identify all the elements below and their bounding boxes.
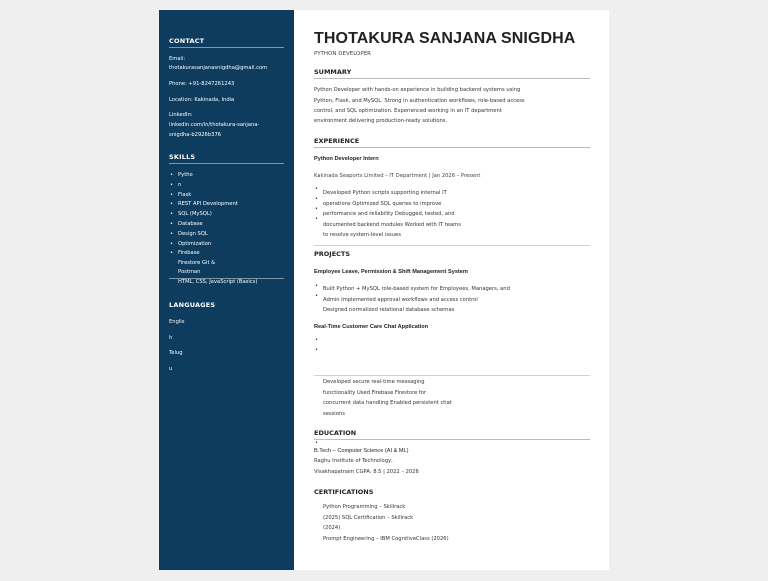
language-item: u (169, 366, 173, 372)
project-line: Developed secure real-time messaging (323, 379, 425, 385)
candidate-name: THOTAKURA SANJANA SNIGDHA (314, 30, 576, 47)
language-item: h (169, 335, 173, 341)
experience-heading: EXPERIENCE (314, 137, 590, 148)
certifications-heading: CERTIFICATIONS (314, 488, 374, 496)
education-heading: EDUCATION (314, 429, 590, 440)
summary-heading: SUMMARY (314, 68, 590, 79)
skill-item: • REST API Development (169, 200, 287, 210)
bullet-markers: • • (315, 337, 318, 353)
candidate-role: PYTHON DEVELOPER (314, 51, 372, 57)
project-line: Designed normalized relational database schemas (323, 307, 455, 313)
project-title: Real-Time Customer Care Chat Application (314, 324, 429, 330)
bullet-marker: • (315, 440, 318, 446)
divider (314, 245, 590, 246)
project-line: sessions (323, 411, 345, 417)
skill-item: • Firebase (169, 249, 287, 259)
summary-line: Python, Flask, and MySQL. Strong in authentication workflows, role-based access (314, 98, 525, 104)
skill-item: • n (169, 181, 287, 191)
job-line: documented backend modules Worked with IT teams (323, 222, 461, 228)
skill-item-cont: Firestore Git & (178, 260, 216, 266)
skill-item-cont: Postman (178, 269, 201, 275)
project-line: Built Python + MySQL role-based system for Employees, Managers, and (323, 286, 510, 292)
divider (314, 375, 590, 376)
job-line: to resolve system-level issues (323, 232, 401, 238)
summary-line: Python Developer with hands-on experience in building backend systems using (314, 87, 521, 93)
project-title: Employee Leave, Permission & Shift Management System (314, 269, 468, 275)
email-value: thotakurasanjanasnigdha@gmail.com (169, 65, 268, 71)
certification-line: (2025) SQL Certification – Skillrack (323, 515, 414, 521)
linkedin-value: linkedin.com/in/thotakura-sanjana- (169, 122, 260, 128)
skills-list (169, 171, 287, 259)
project-line: concurrent data handling Enabled persistent chat (323, 400, 452, 406)
phone: Phone: +91-8247261243 (169, 81, 235, 87)
summary-line: control, and SQL optimization. Experienced working in an IT department (314, 108, 502, 114)
summary-line: environment delivering production-ready solutions. (314, 118, 448, 124)
sidebar (159, 10, 294, 570)
job-line: operations Optimized SQL queries to improve (323, 201, 442, 207)
skill-item: • Flask (169, 191, 287, 201)
skill-item: • Design SQL (169, 230, 287, 240)
education-details: Visakhapatnam CGPA: 8.5 | 2022 – 2026 (314, 469, 419, 475)
email-label: Email: (169, 56, 186, 62)
job-meta: Kakinada Seaports Limited – IT Department | Jan 2026 – Present (314, 173, 481, 179)
job-line: performance and reliability Debugged, tested, and (323, 211, 455, 217)
language-item: Telug (169, 350, 183, 356)
certification-line: (2024) (323, 525, 341, 531)
skill-item: • Database (169, 220, 287, 230)
job-title: Python Developer Intern (314, 156, 379, 162)
job-line: Developed Python scripts supporting internal IT (323, 190, 447, 196)
skills-heading: SKILLS (169, 153, 284, 164)
skill-item: • Optimization (169, 240, 287, 250)
resume-page (159, 10, 609, 570)
bullet-markers: • • (315, 283, 318, 299)
linkedin-value-cont: snigdha-b2926b376 (169, 132, 222, 138)
projects-heading: PROJECTS (314, 250, 351, 258)
project-line: Admin Implemented approval workflows and access control (323, 297, 478, 303)
skill-item: • SQL (MySQL) (169, 210, 287, 220)
skill-item: • Pytho (169, 171, 287, 181)
institution: Raghu Institute of Technology, (314, 458, 393, 464)
linkedin-label: LinkedIn: (169, 112, 193, 118)
contact-heading: CONTACT (169, 37, 284, 48)
project-line: functionality Used Firebase Firestore for (323, 390, 427, 396)
degree: B.Tech – Computer Science (AI & ML) (314, 448, 409, 454)
bullet-markers: • • • • (315, 186, 318, 222)
language-item: Englis (169, 319, 185, 325)
location: Location: Kakinada, India (169, 97, 235, 103)
languages-heading: LANGUAGES (169, 301, 216, 309)
certification-line: Prompt Engineering – IBM CognitiveClass (2026) (323, 536, 449, 542)
certification-line: Python Programming – Skillrack (323, 504, 406, 510)
skill-item: HTML, CSS, JavaScript (Basics) (178, 279, 258, 285)
